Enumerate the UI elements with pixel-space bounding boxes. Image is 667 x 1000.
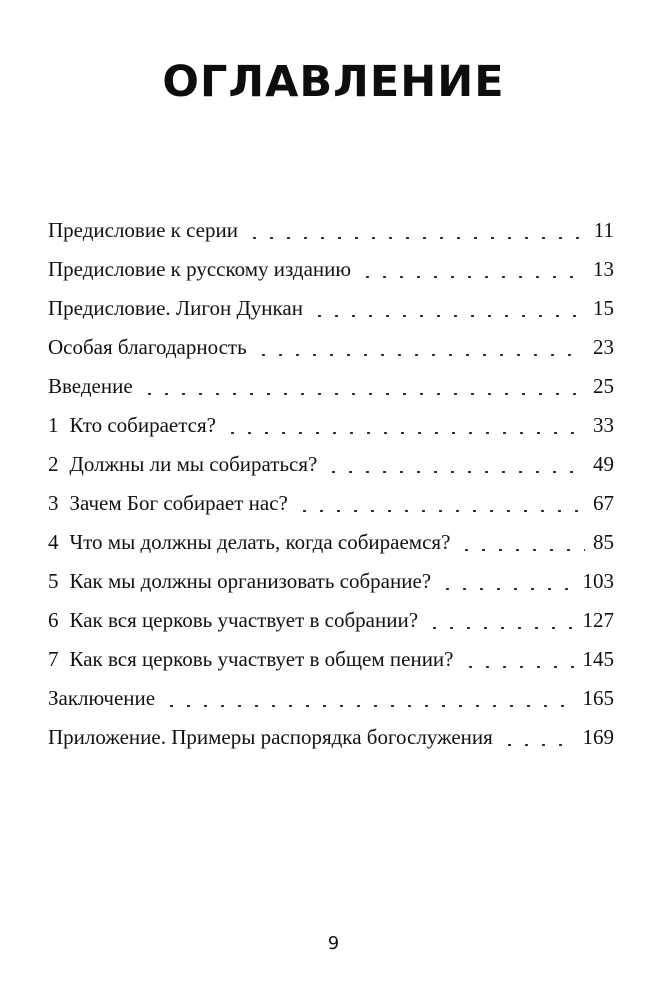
dot-leader [296, 510, 585, 512]
table-of-contents [48, 211, 614, 757]
toc-entry-title: Как вся церковь участвует в общем пении? [69, 647, 454, 671]
toc-entry [48, 445, 614, 484]
dot-leader [462, 666, 575, 668]
dot-leader [439, 588, 574, 590]
toc-entry-number: 7 [48, 647, 59, 671]
toc-entry [48, 367, 614, 406]
toc-entry-page: 11 [593, 218, 614, 242]
toc-entry-page: 85 [593, 530, 614, 554]
toc-entry-page: 145 [582, 647, 614, 671]
toc-entry-page: 67 [593, 491, 614, 515]
toc-entry-title: Должны ли мы собираться? [69, 452, 318, 476]
toc-entry-title: Предисловие к русскому изданию [48, 257, 352, 281]
toc-entry-page: 165 [582, 686, 614, 710]
toc-entry-page: 23 [593, 335, 614, 359]
toc-entry [48, 601, 614, 640]
toc-entry-title: Введение [48, 374, 133, 398]
toc-entry-title: Особая благодарность [48, 335, 247, 359]
toc-entry-title: Как вся церковь участвует в собрании? [69, 608, 419, 632]
toc-entry-page: 169 [582, 725, 614, 749]
page-title: ОГЛАВЛЕНИЕ [162, 57, 505, 107]
dot-leader [141, 393, 585, 395]
toc-entry-title: Приложение. Примеры распорядка богослужения [48, 725, 493, 749]
toc-entry-page: 49 [593, 452, 614, 476]
dot-leader [311, 315, 585, 317]
toc-entry-page: 103 [582, 569, 614, 593]
toc-entry-number: 6 [48, 608, 59, 632]
toc-entry [48, 484, 614, 523]
toc-entry [48, 679, 614, 718]
toc-entry [48, 328, 614, 367]
toc-entry-number: 4 [48, 530, 59, 554]
dot-leader [246, 237, 586, 239]
dot-leader [255, 354, 585, 356]
toc-entry [48, 289, 614, 328]
toc-entry-number: 3 [48, 491, 59, 515]
toc-entry-title: Предисловие. Лигон Дункан [48, 296, 303, 320]
toc-entry-title: Кто собирается? [69, 413, 216, 437]
toc-entry-title: Что мы должны делать, когда собираемся? [69, 530, 451, 554]
toc-entry-title: Предисловие к серии [48, 218, 238, 242]
toc-entry [48, 562, 614, 601]
dot-leader [163, 705, 574, 707]
toc-entry [48, 211, 614, 250]
toc-entry-page: 13 [593, 257, 614, 281]
page-number: 9 [327, 933, 340, 954]
toc-entry-page: 127 [582, 608, 614, 632]
toc-entry [48, 406, 614, 445]
toc-entry [48, 523, 614, 562]
dot-leader [458, 549, 585, 551]
toc-entry [48, 718, 614, 757]
toc-entry-number: 1 [48, 413, 59, 437]
toc-entry-page: 25 [593, 374, 614, 398]
toc-entry [48, 250, 614, 289]
toc-entry-title: Заключение [48, 686, 156, 710]
dot-leader [501, 744, 575, 746]
toc-entry [48, 640, 614, 679]
toc-entry-title: Зачем Бог собирает нас? [69, 491, 288, 515]
dot-leader [325, 471, 585, 473]
dot-leader [426, 627, 574, 629]
dot-leader [224, 432, 585, 434]
toc-entry-number: 5 [48, 569, 59, 593]
toc-entry-number: 2 [48, 452, 59, 476]
toc-entry-page: 33 [593, 413, 614, 437]
toc-entry-title: Как мы должны организовать собрание? [69, 569, 432, 593]
dot-leader [359, 276, 585, 278]
toc-entry-page: 15 [593, 296, 614, 320]
